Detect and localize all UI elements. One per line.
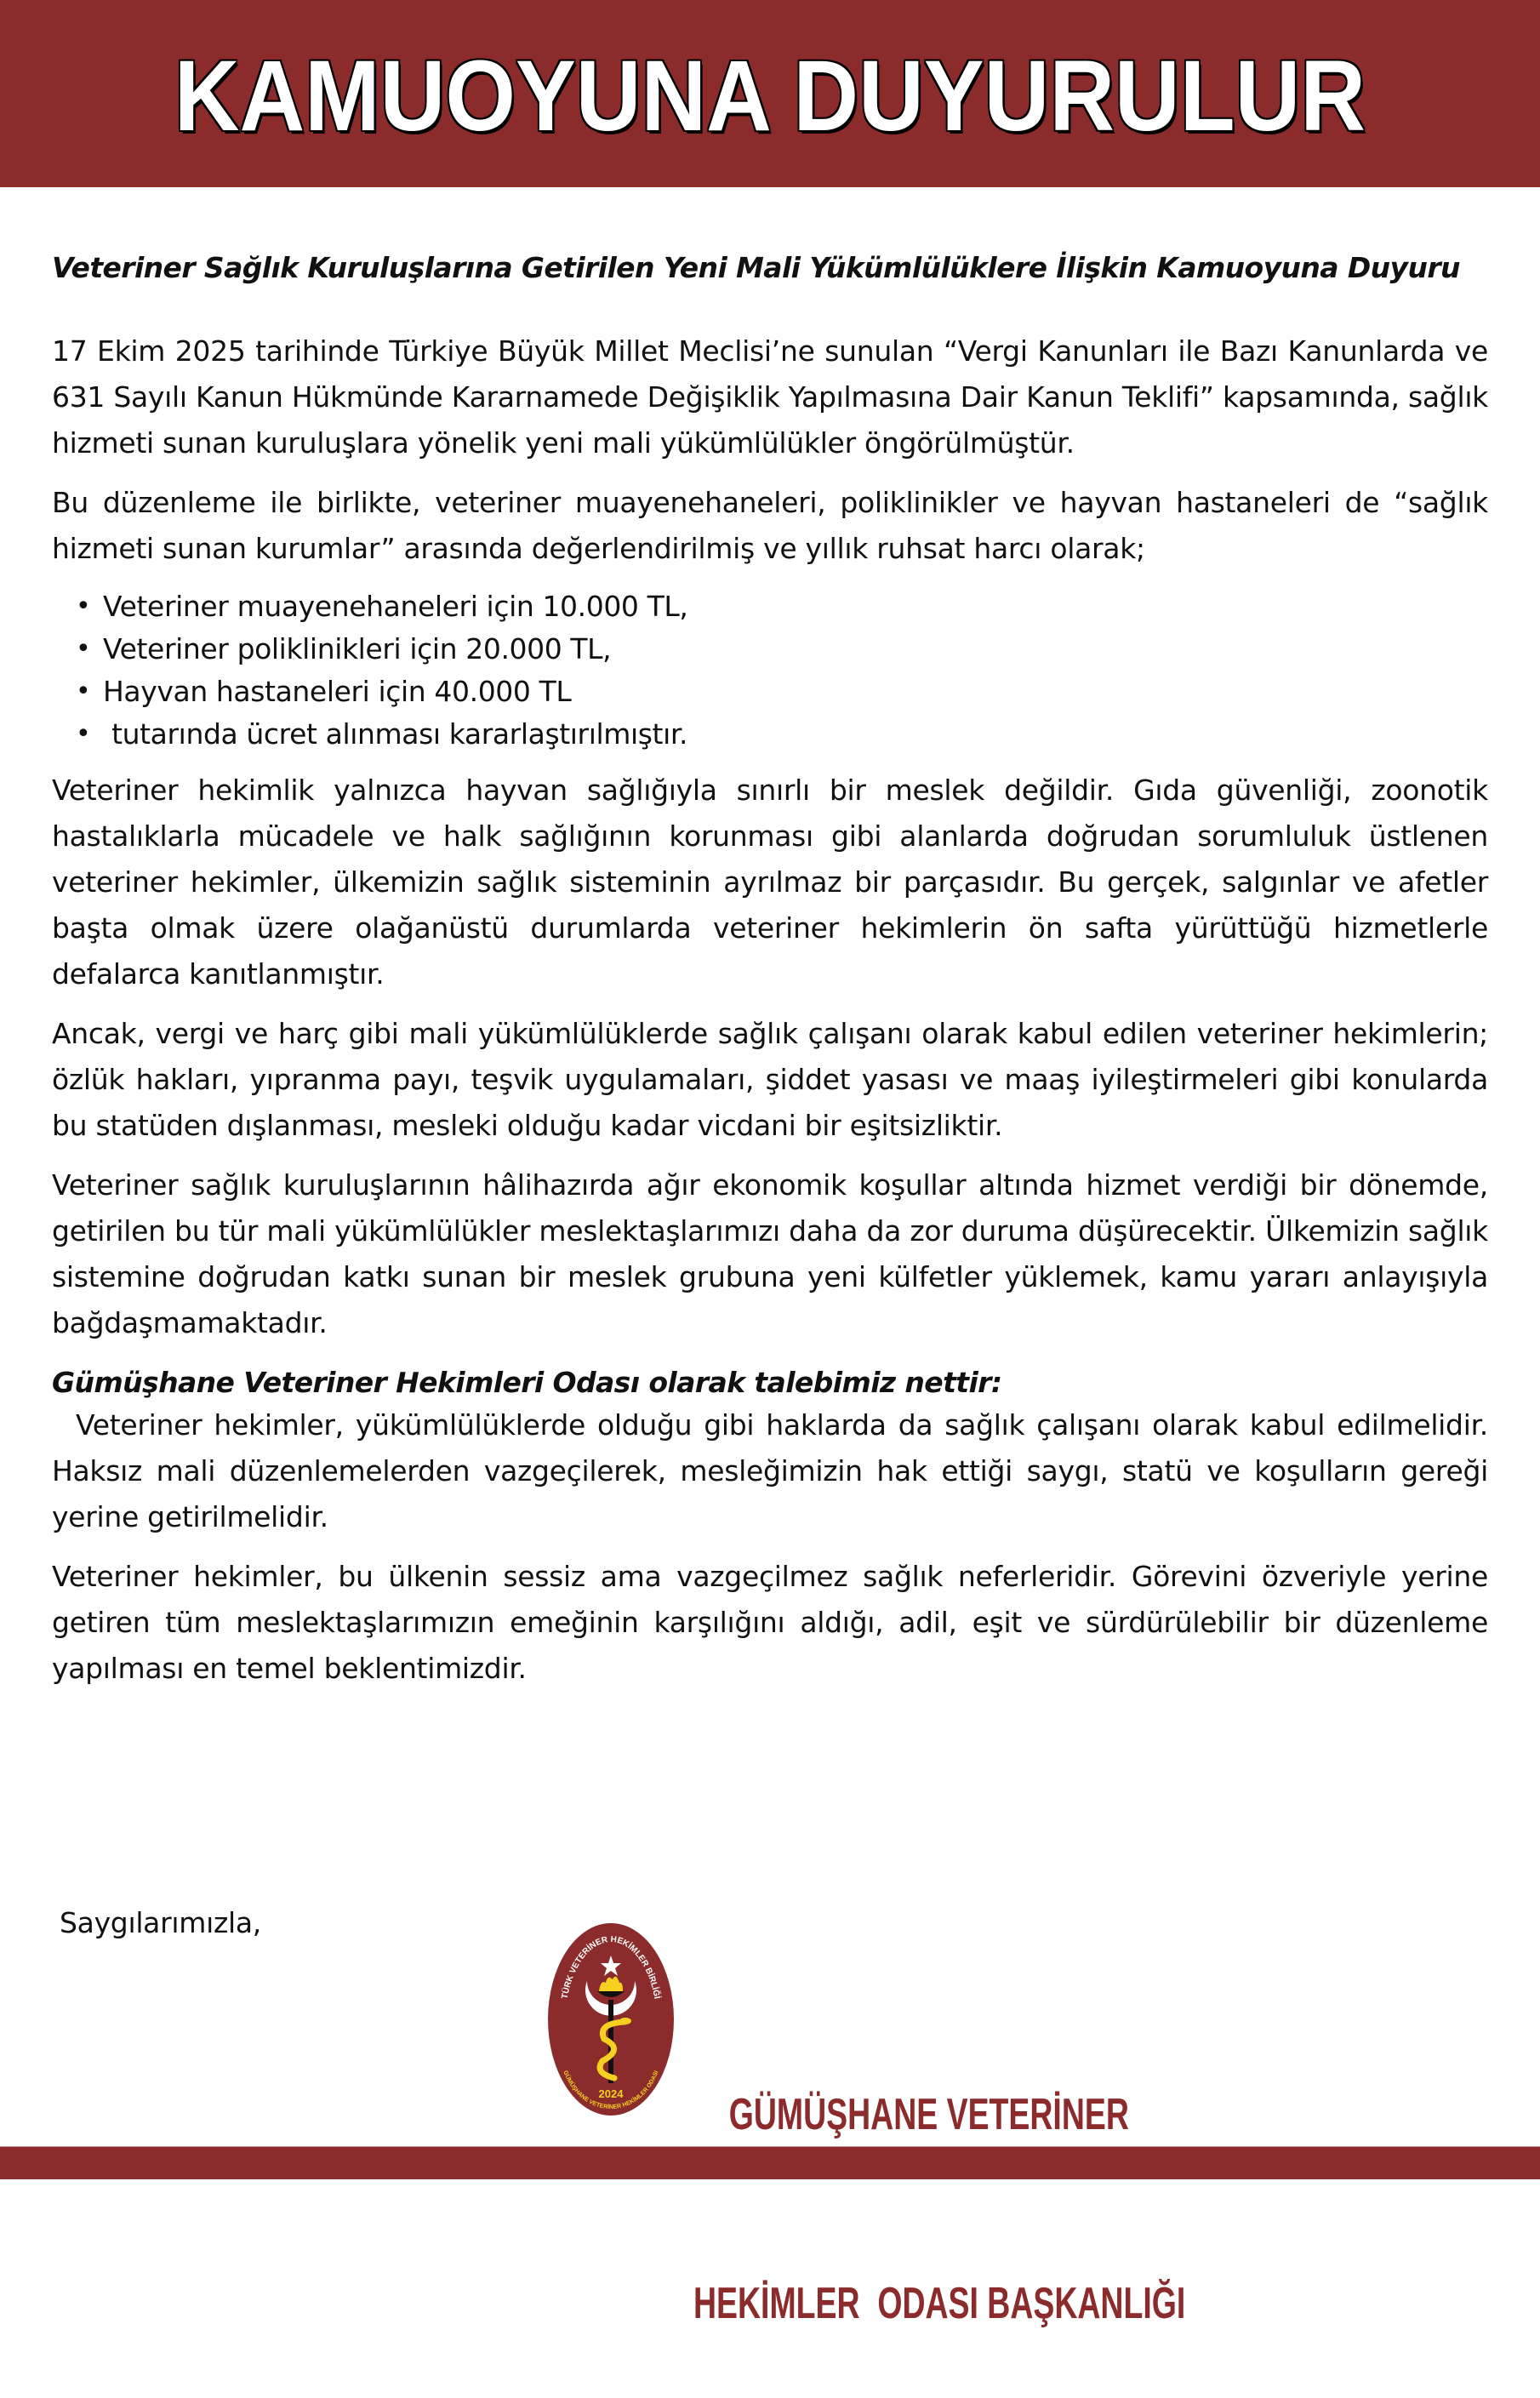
paragraph-intro: 17 Ekim 2025 tarihinde Türkiye Büyük Millet Meclisi’ne sunulan “Vergi Kanunları ile Bazı Kanunlarda ve 631 Sayılı Kanun Hükmünde Kararnamede Değişiklik Yapılmasına Dair Kanun Teklifi” kapsamında, sağlık hizmeti sunan kuruluşlara yönelik yeni mali yükümlülükler öngörülmüştür. — [52, 334, 1488, 460]
list-item: • Veteriner muayenehaneleri için 10.000 TL, — [76, 585, 1488, 628]
paragraph-demand: Veteriner hekimler, yükümlülüklerde olduğu gibi haklarda da sağlık çalışanı olarak kabul edilmelidir. Haksız mali düzenlemelerden vazgeçilerek, mesleğimizin hak ettiği saygı, statü ve koşulların gereği yerine getirilmelidir. — [52, 1408, 1488, 1533]
svg-text:2024: 2024 — [598, 2087, 624, 2100]
paragraph-inequality: Ancak, vergi ve harç gibi mali yükümlülüklerde sağlık çalışanı olarak kabul edilen veteriner hekimlerin; özlük hakları, yıpranma payı, teşvik uygulamaları, şiddet yasası ve maaş iyileştirmeleri gibi konularda bu statüden dışlanması, mesleki olduğu kadar vicdani bir eşitsizliktir. — [52, 1017, 1488, 1142]
bullet-icon: • — [76, 677, 91, 706]
document-subtitle: Veteriner Sağlık Kuruluşlarına Getirilen Yeni Mali Yükümlülüklere İlişkin Kamuoyuna Duyuru — [52, 251, 1460, 284]
document-body — [52, 247, 1488, 1705]
footer-band — [0, 2146, 1540, 2179]
bullet-icon: • — [76, 719, 91, 749]
paragraph-regulation: Bu düzenleme ile birlikte, veteriner muayenehaneleri, poliklinikler ve hayvan hastaneleri de “sağlık hizmeti sunan kurumlar” arasında değerlendirilmiş ve yıllık ruhsat harcı olarak; — [52, 486, 1488, 565]
header-band — [0, 0, 1540, 187]
list-item: • Hayvan hastaneleri için 40.000 TL — [76, 671, 1488, 713]
page-title: KAMUOYUNA DUYURULUR — [174, 40, 1366, 152]
list-item: • Veteriner poliklinikleri için 20.000 TL, — [76, 628, 1488, 671]
seal-emblem-icon — [546, 1921, 676, 2117]
svg-text:GÜMÜŞHANE VETERİNER HEKİMLER O: GÜMÜŞHANE VETERİNER HEKİMLER ODASI — [562, 2070, 660, 2111]
organization-name-line1: GÜMÜŞHANE VETERİNER — [728, 2090, 1129, 2139]
organization-name-line2: HEKİMLER ODASI BAŞKANLIĞI — [693, 2279, 1186, 2328]
paragraph-expectation: Veteriner hekimler, bu ülkenin sessiz ama vazgeçilmez sağlık neferleridir. Görevini özveriyle yerine getiren tüm meslektaşlarımızın emeğinin karşılığını aldığı, adil, eşit ve sürdürülebilir bir düzenleme yapılması en temel beklentimizdir. — [52, 1560, 1488, 1685]
demand-heading: Gümüşhane Veteriner Hekimleri Odası olarak talebimiz nettir: — [52, 1366, 1002, 1399]
fee-list — [52, 585, 1488, 756]
svg-text:TÜRK VETERİNER HEKİMLER BİRLİĞ: TÜRK VETERİNER HEKİMLER BİRLİĞİ — [560, 1934, 662, 2000]
list-item: • tutarında ücret alınması kararlaştırılmıştır. — [76, 713, 1488, 756]
closing-salutation: Saygılarımızla, — [60, 1906, 261, 1939]
bullet-icon: • — [76, 591, 91, 621]
paragraph-profession: Veteriner hekimlik yalnızca hayvan sağlığıyla sınırlı bir meslek değildir. Gıda güvenliği, zoonotik hastalıklarla mücadele ve halk sağlığının korunması gibi alanlarda doğrudan sorumluluk üstlenen veteriner hekimler, ülkemizin sağlık sisteminin ayrılmaz bir parçasıdır. Bu gerçek, salgınlar ve afetler başta olmak üzere olağanüstü durumlarda veteriner hekimlerin ön safta yürüttüğü hizmetlerle defalarca kanıtlanmıştır. — [52, 774, 1488, 991]
bullet-icon: • — [76, 634, 91, 664]
paragraph-economic: Veteriner sağlık kuruluşlarının hâlihazırda ağır ekonomik koşullar altında hizmet verdiği bir dönemde, getirilen bu tür mali yükümlülükler meslektaşlarımızı daha da zor duruma düşürecektir. Ülkemizin sağlık sistemine doğrudan katkı sunan bir meslek grubuna yeni külfetler yüklemek, kamu yararı anlayışıyla bağdaşmamaktadır. — [52, 1168, 1488, 1339]
